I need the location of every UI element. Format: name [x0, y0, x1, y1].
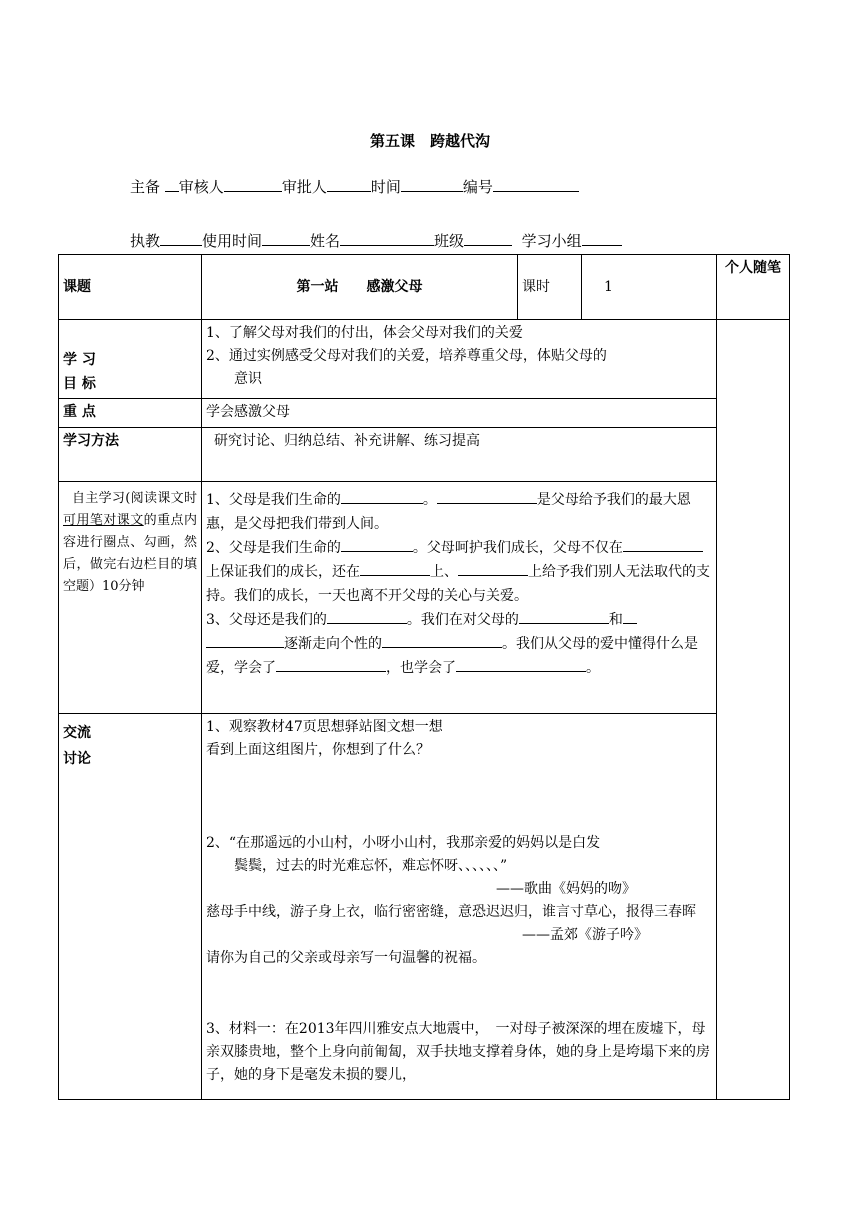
blank-shenhe[interactable]	[224, 177, 282, 192]
notes-column[interactable]	[717, 320, 790, 1100]
blank-bianhao[interactable]	[493, 177, 579, 192]
keti-label: 课题	[59, 255, 202, 320]
keshi-label: 课时	[518, 255, 582, 320]
jiaoliu-content: 1、观察教材47页思想驿站图文想一想 看到上面这组图片，你想到了什么？ 2、“在那遥远的小山村，小呀小山村，我那亲爱的妈妈以是白发 鬓鬓，过去的时光难忘怀，难忘怀呀、、、、、、” ——歌曲《妈妈的吻》 慈母手中线，游子身上衣，临行密密缝，意恐迟迟归，谁言寸草心，报得三春晖 ——孟郊《游子吟》 请你为自己的父亲或母亲写一句温馨的祝福。 3、材料一：在2013年四川雅安点大地震中， 一对母子被深深的埋在废墟下，母亲双膝贵地，整个上身向前匍匐，双手扶地支撑着身体，她的身上是垮塌下来的房子，她的身下是毫发未损的婴儿，	[202, 714, 717, 1100]
blank-3b[interactable]	[519, 608, 609, 624]
blank-3c[interactable]	[206, 632, 284, 648]
label-banji: 班级	[434, 232, 465, 250]
notes-label: 个人随笔	[717, 255, 790, 320]
blank-3e[interactable]	[276, 656, 386, 672]
blank-1a[interactable]	[341, 488, 423, 504]
page-title: 第五课 跨越代沟	[369, 132, 490, 150]
label-bianhao: 编号	[462, 178, 493, 196]
blank-zhijiao[interactable]	[160, 231, 202, 246]
blank-3a[interactable]	[327, 608, 407, 624]
blank-3d[interactable]	[382, 632, 502, 648]
blank-banji[interactable]	[464, 231, 512, 246]
mubiao-label: 学 习 目 标	[59, 320, 202, 399]
blank-2c[interactable]	[360, 560, 430, 576]
blank-2a[interactable]	[341, 536, 413, 552]
zhongdian-value: 学会感激父母	[202, 399, 717, 428]
blank-2b[interactable]	[623, 536, 703, 552]
label-xingming: 姓名	[310, 232, 341, 250]
zizhu-content: 1、父母是我们生命的 。 是父母给予我们的最大恩惠，是父母把我们带到人间。 2、父母是我们生命的 。父母呵护我们成长，父母不仅在上保证我们的成长，还在 上、 上给予我们别人无法取代的支持。我们的成长，一天也离不开父母的关心与关爱。 3、父母还是我们的 。我们在对父母的 和逐渐走向个性的 。我们从父母的爱中懂得什么是爱，学会了 ，也学会了 。	[202, 482, 717, 714]
zizhu-label: 自主学习(阅读课文时可用笔对课文的重点内容进行圈点、勾画，然后，做完右边栏目的填空题）10分钟	[59, 482, 202, 714]
label-shiyong: 使用时间	[202, 232, 263, 250]
blank-xiaozu[interactable]	[582, 231, 622, 246]
fangfa-value: 研究讨论、归纳总结、补充讲解、练习提高	[202, 428, 717, 482]
jiaoliu-label: 交流 讨论	[59, 714, 202, 1100]
blank-shenpi[interactable]	[327, 177, 371, 192]
keshi-value: 1	[582, 255, 717, 320]
label-zhubei: 主备	[130, 178, 161, 196]
header-line-2	[130, 230, 622, 251]
label-xiaozu: 学习小组	[521, 232, 582, 250]
study-table	[58, 254, 790, 1100]
blank-3f[interactable]	[456, 656, 586, 672]
blank-shiyong[interactable]	[262, 231, 310, 246]
blank-xingming[interactable]	[340, 231, 434, 246]
blank-1b[interactable]	[437, 488, 537, 504]
label-shenpi: 审批人	[281, 178, 327, 196]
keti-value: 第一站 感激父母	[202, 255, 518, 320]
label-shijian: 时间	[370, 178, 401, 196]
header-line-1	[130, 176, 579, 197]
fangfa-label: 学习方法	[59, 428, 202, 482]
mubiao-content: 1、了解父母对我们的付出，体会父母对我们的关爱 2、通过实例感受父母对我们的关爱，培养尊重父母，体贴父母的 意识	[202, 320, 717, 399]
label-shenhe: 审核人	[178, 178, 224, 196]
blank-2d[interactable]	[458, 560, 528, 576]
label-zhijiao: 执教	[130, 232, 161, 250]
zhongdian-label: 重 点	[59, 399, 202, 428]
blank-shijian[interactable]	[401, 177, 463, 192]
